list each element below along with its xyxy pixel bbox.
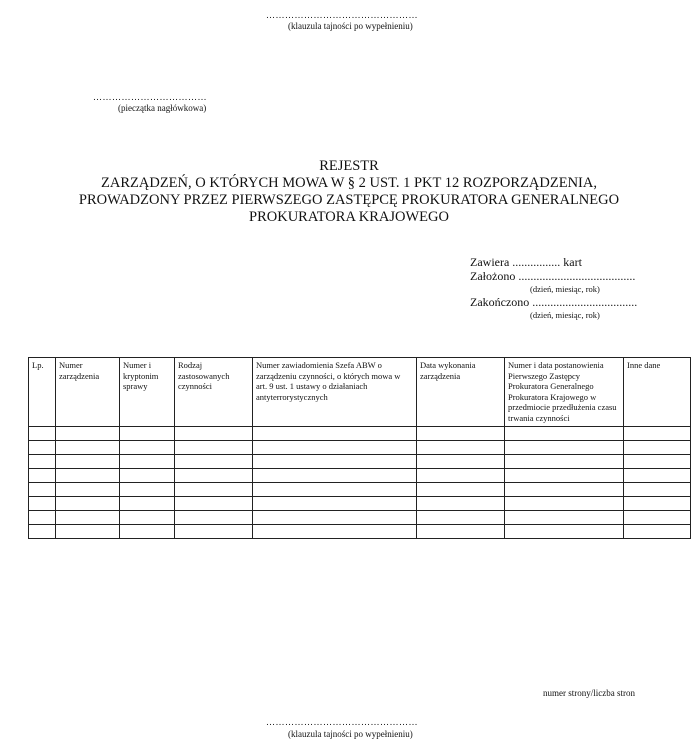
table-cell[interactable] (120, 511, 175, 525)
table-cell[interactable] (505, 525, 624, 539)
table-row (29, 427, 691, 441)
col-header-actions-type: Rodzaj zastosowanych czynności (175, 358, 253, 427)
table-cell[interactable] (417, 525, 505, 539)
table-cell[interactable] (175, 427, 253, 441)
table-body (29, 427, 691, 539)
table-cell[interactable] (624, 525, 691, 539)
table-cell[interactable] (175, 525, 253, 539)
table-cell[interactable] (29, 511, 56, 525)
title-line-2: ZARZĄDZEŃ, O KTÓRYCH MOWA W § 2 UST. 1 PKT 12 ROZPORZĄDZENIA, (101, 175, 597, 191)
table-cell[interactable] (417, 497, 505, 511)
title-line-4: PROKURATORA KRAJOWEGO (249, 209, 449, 225)
table-cell[interactable] (29, 455, 56, 469)
table-cell[interactable] (253, 511, 417, 525)
table-cell[interactable] (253, 497, 417, 511)
table-cell[interactable] (29, 483, 56, 497)
opened-hint: (dzień, miesiąc, rok) (530, 284, 600, 294)
title-line-3: PROWADZONY PRZEZ PIERWSZEGO ZASTĘPCĘ PROKURATORA GENERALNEGO (78, 192, 620, 208)
table-cell[interactable] (29, 469, 56, 483)
confidentiality-dots-top: ………………………………………… (266, 10, 418, 20)
table-cell[interactable] (624, 427, 691, 441)
table-row (29, 469, 691, 483)
table-cell[interactable] (417, 455, 505, 469)
table-cell[interactable] (505, 497, 624, 511)
closed-field: Zakończono ................................... (470, 295, 638, 309)
opened-field: Założono ....................................... (470, 269, 636, 283)
table-cell[interactable] (624, 483, 691, 497)
table-cell[interactable] (505, 427, 624, 441)
table-cell[interactable] (253, 427, 417, 441)
contains-field: Zawiera ................ kart (470, 255, 582, 269)
document-title (0, 158, 698, 226)
table-cell[interactable] (120, 427, 175, 441)
table-row (29, 483, 691, 497)
table-cell[interactable] (56, 441, 120, 455)
table-cell[interactable] (175, 469, 253, 483)
table-header-row (29, 358, 691, 427)
table-cell[interactable] (417, 441, 505, 455)
table-cell[interactable] (417, 427, 505, 441)
table-cell[interactable] (56, 525, 120, 539)
table-cell[interactable] (120, 525, 175, 539)
register-meta (470, 255, 637, 321)
closed-hint: (dzień, miesiąc, rok) (530, 310, 600, 320)
table-cell[interactable] (624, 497, 691, 511)
table-cell[interactable] (56, 497, 120, 511)
table-cell[interactable] (253, 469, 417, 483)
table-cell[interactable] (624, 511, 691, 525)
table-cell[interactable] (120, 441, 175, 455)
table-cell[interactable] (624, 455, 691, 469)
table-cell[interactable] (253, 483, 417, 497)
table-cell[interactable] (417, 469, 505, 483)
table-cell[interactable] (624, 469, 691, 483)
table-cell[interactable] (505, 441, 624, 455)
title-line-1: REJESTR (319, 158, 379, 174)
col-header-lp: Lp. (29, 358, 56, 427)
table-cell[interactable] (56, 511, 120, 525)
table-cell[interactable] (175, 483, 253, 497)
table-cell[interactable] (417, 511, 505, 525)
table-cell[interactable] (175, 441, 253, 455)
page-number-label: numer strony/liczba stron (543, 688, 635, 698)
table-row (29, 525, 691, 539)
col-header-abw-notification: Numer zawiadomienia Szefa ABW o zarządzeniu czynności, o których mowa w art. 9 ust. 1 ustawy o działaniach antyterrorystycznych (253, 358, 417, 427)
col-header-execution-date: Data wykonania zarządzenia (417, 358, 505, 427)
table-cell[interactable] (56, 455, 120, 469)
table-cell[interactable] (175, 497, 253, 511)
table-cell[interactable] (505, 483, 624, 497)
table-row (29, 441, 691, 455)
register-table (28, 357, 691, 539)
table-cell[interactable] (175, 511, 253, 525)
table-cell[interactable] (505, 455, 624, 469)
table-cell[interactable] (253, 455, 417, 469)
confidentiality-dots-bottom: ………………………………………… (266, 717, 418, 727)
stamp-label: (pieczątka nagłówkowa) (118, 103, 207, 113)
table-cell[interactable] (253, 441, 417, 455)
col-header-order-number: Numer zarządzenia (56, 358, 120, 427)
table-cell[interactable] (505, 469, 624, 483)
table-cell[interactable] (624, 441, 691, 455)
table-cell[interactable] (29, 525, 56, 539)
confidentiality-label-bottom: (klauzula tajności po wypełnieniu) (288, 729, 413, 739)
table-row (29, 455, 691, 469)
table-cell[interactable] (120, 469, 175, 483)
table-row (29, 497, 691, 511)
table-cell[interactable] (56, 469, 120, 483)
table-cell[interactable] (56, 427, 120, 441)
table-cell[interactable] (120, 483, 175, 497)
table-cell[interactable] (29, 427, 56, 441)
table-cell[interactable] (505, 511, 624, 525)
table-cell[interactable] (120, 455, 175, 469)
table-cell[interactable] (120, 497, 175, 511)
stamp-dots: ……………………………… (93, 92, 207, 102)
table-cell[interactable] (56, 483, 120, 497)
table-cell[interactable] (29, 497, 56, 511)
table-row (29, 511, 691, 525)
table-cell[interactable] (253, 525, 417, 539)
table-cell[interactable] (29, 441, 56, 455)
table-cell[interactable] (417, 483, 505, 497)
col-header-extension-decision: Numer i data postanowienia Pierwszego Zastępcy Prokuratora Generalnego Prokuratora Krajowego w przedmiocie przedłużenia czasu trwania czynności (505, 358, 624, 427)
col-header-case-number: Numer i kryptonim sprawy (120, 358, 175, 427)
confidentiality-label-top: (klauzula tajności po wypełnieniu) (288, 21, 413, 31)
table-cell[interactable] (175, 455, 253, 469)
col-header-other-data: Inne dane (624, 358, 691, 427)
